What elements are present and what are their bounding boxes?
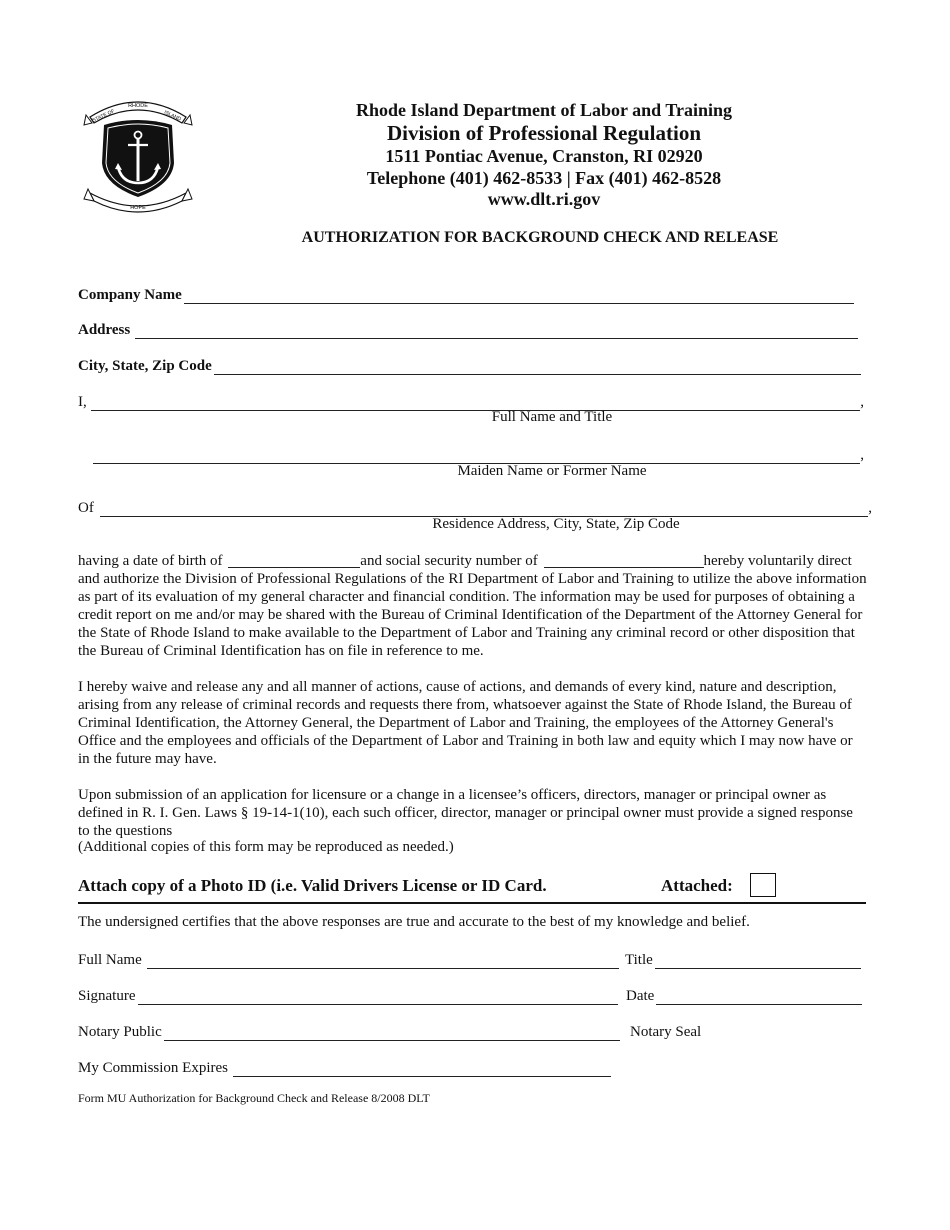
company-name-label: Company Name [78,287,182,303]
title-field[interactable] [625,949,861,969]
commission-expires-line[interactable] [233,1062,611,1077]
attached-checkbox[interactable] [750,873,776,897]
signature-line[interactable] [138,990,618,1005]
division-name: Division of Professional Regulation [386,121,702,145]
maiden-name-caption: Maiden Name or Former Name [457,463,647,479]
date-line[interactable] [656,990,862,1005]
i-prefix: I, [78,394,87,410]
attached-label: Attached: [661,876,733,895]
commission-expires-field[interactable] [78,1057,611,1077]
city-state-zip-field[interactable] [78,355,861,375]
authorization-paragraph: and authorize the Division of Professional Regulations of the RI Department of Labor and Training to utilize the above information as part of its evaluation of my general character and financial condition. The information may be used for purposes of obtaining a credit report on me and/or may be shared with the Bureau of Criminal Identification of the Department of the Attorney General for the State of Rhode Island to make available to the Department of Labor and Training any criminal record or other disposition that the Bureau of Criminal Identification has on file in reference to me. [78,571,867,659]
address-line[interactable] [135,324,858,339]
signature-field[interactable] [78,985,618,1005]
company-name-line[interactable] [184,289,854,304]
comma: , [868,500,872,516]
address-label: Address [78,322,131,338]
additional-copies-note: (Additional copies of this form may be reproduced as needed.) [78,839,454,855]
residence-caption: Residence Address, City, State, Zip Code [432,516,680,532]
full-name-label: Full Name [78,952,142,968]
city-state-zip-label: City, State, Zip Code [78,358,212,374]
address-field[interactable] [78,319,858,339]
phone-fax-line: Telephone (401) 462-8533 | Fax (401) 462-8528 [366,168,722,188]
signature-label: Signature [78,988,136,1004]
notary-public-line[interactable] [164,1026,620,1041]
maiden-name-field[interactable] [93,444,864,464]
residence-field[interactable] [78,497,872,517]
svg-text:RHODE: RHODE [128,103,148,109]
direct-text: hereby voluntarily direct [703,553,852,569]
certification-statement: The undersigned certifies that the above responses are true and accurate to the best of my knowledge and belief. [78,914,750,930]
rhode-island-seal-logo [82,93,194,213]
residence-line[interactable] [100,502,868,517]
full-name-field[interactable] [78,949,619,969]
department-name: Rhode Island Department of Labor and Training [355,100,733,120]
svg-text:HOPE: HOPE [130,205,146,211]
notary-seal-label: Notary Seal [630,1024,702,1040]
ssn-prefix: and social security number of [360,553,538,569]
photo-id-section [78,870,866,904]
of-prefix: Of [78,500,94,516]
dob-ssn-line [78,552,870,570]
comma: , [860,447,864,463]
full-name-title-caption: Full Name and Title [491,409,613,425]
svg-text:STATE OF: STATE OF [91,108,116,124]
full-name-title-field[interactable] [78,391,864,411]
photo-id-label: Attach copy of a Photo ID (i.e. Valid Drivers License or ID Card. [78,876,547,895]
submission-paragraph: Upon submission of an application for licensure or a change in a licensee’s officers, directors, manager or principal owner as defined in R. I. Gen. Laws § 19-14-1(10), each such officer, director, manager or principal owner must provide a signed response to the questions [78,787,853,839]
waiver-paragraph: I hereby waive and release any and all manner of actions, cause of actions, and demands of every kind, nature and description, arising from any release of criminal records and requests there from, whatsoever against the State of Rhode Island, the Bureau of Criminal Identification, the Attorney General, the Department of Labor and Training, the employees of the Attorney General's Office and the employees and officials of the Department of Labor and Training in both law and equity which I may now have or in the future may have. [78,679,853,767]
notary-public-label: Notary Public [78,1024,162,1040]
maiden-name-line[interactable] [93,449,860,464]
full-name-line[interactable] [147,954,619,969]
date-field[interactable] [626,985,862,1005]
date-label: Date [626,988,655,1004]
title-line[interactable] [655,954,861,969]
notary-seal-area [630,1021,701,1041]
form-footer: Form MU Authorization for Background Check and Release 8/2008 DLT [78,1091,430,1105]
dob-field[interactable] [228,553,360,568]
city-state-zip-line[interactable] [214,360,861,375]
company-name-field[interactable] [78,284,854,304]
notary-public-field[interactable] [78,1021,620,1041]
commission-expires-label: My Commission Expires [78,1060,229,1076]
title-label: Title [625,952,653,968]
comma: , [860,394,864,410]
svg-text:ISLAND: ISLAND [162,109,182,123]
ssn-field[interactable] [544,553,704,568]
address-line: 1511 Pontiac Avenue, Cranston, RI 02920 [385,146,703,166]
website-link[interactable]: www.dlt.ri.gov [487,189,601,209]
dob-prefix: having a date of birth of [78,553,223,569]
form-title: AUTHORIZATION FOR BACKGROUND CHECK AND RELEASE [301,229,779,246]
